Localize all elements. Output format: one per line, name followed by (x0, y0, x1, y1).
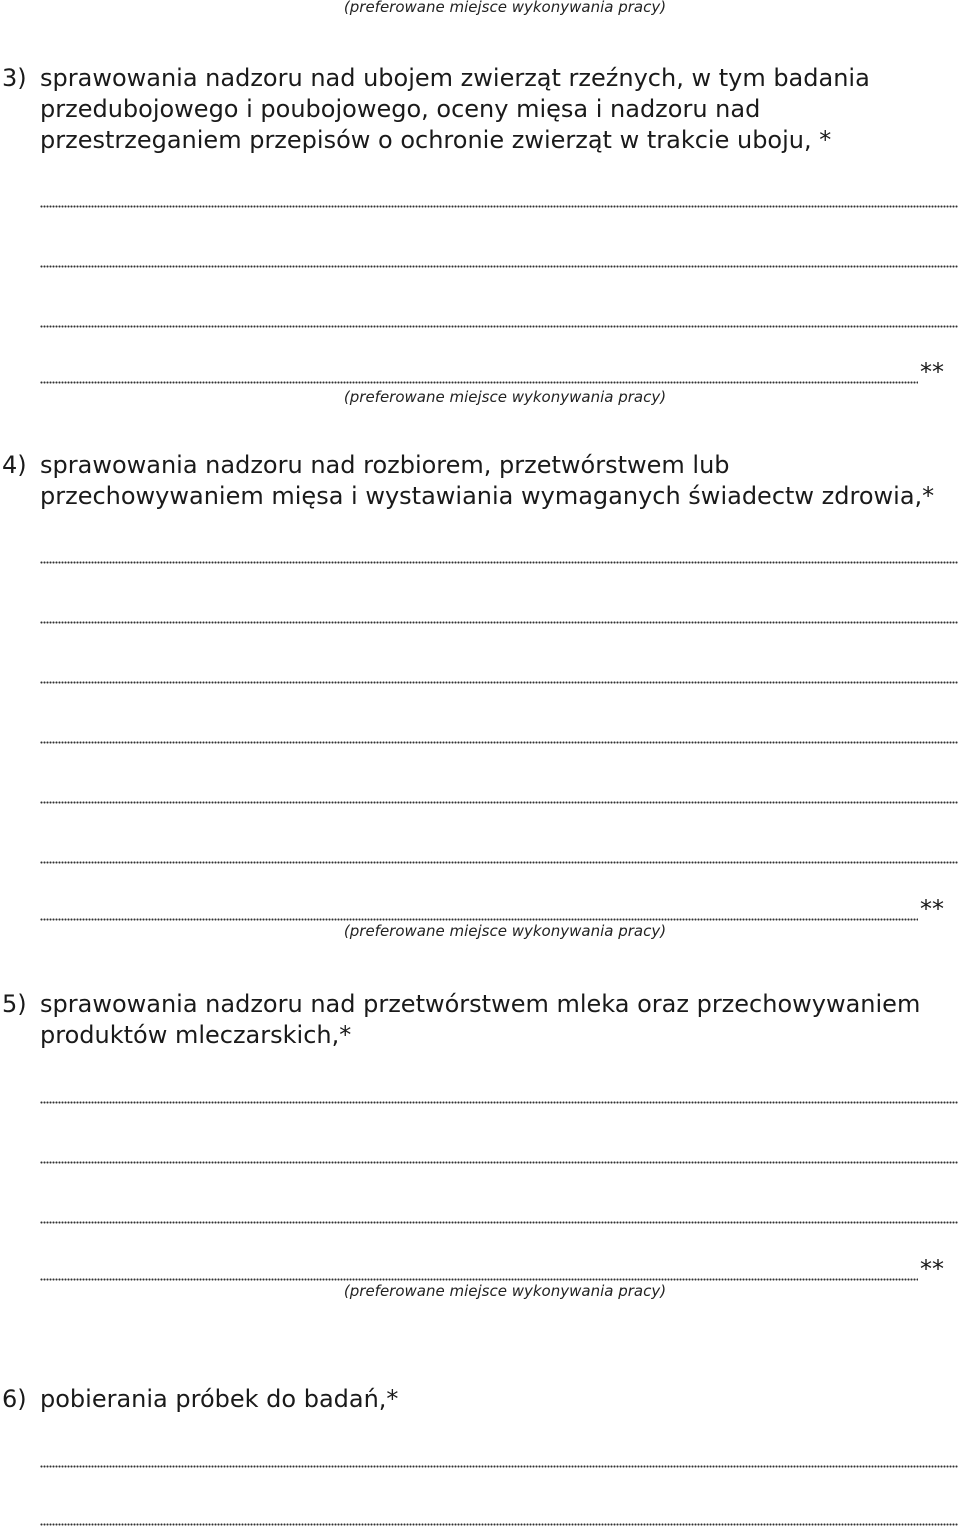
item-4 (2, 450, 934, 512)
dotted-line[interactable] (40, 256, 958, 268)
dotted-line[interactable] (40, 1212, 958, 1224)
item-3-line-3: przestrzeganiem przepisów o ochronie zwierząt w trakcie uboju, * (40, 126, 832, 154)
caption: (preferowane miejsce wykonywania pracy) (343, 1282, 667, 1300)
dotted-line[interactable] (40, 552, 958, 564)
dotted-line[interactable] (40, 372, 918, 384)
double-asterisk: ** (920, 1255, 944, 1283)
item-4-line-2: przechowywaniem mięsa i wystawiania wymaganych świadectw zdrowia,* (40, 482, 935, 510)
caption: (preferowane miejsce wykonywania pracy) (343, 388, 667, 406)
item-6-number: 6) (2, 1385, 27, 1413)
dotted-line[interactable] (40, 1092, 958, 1104)
item-5-line-1: sprawowania nadzoru nad przetwórstwem mleka oraz przechowywaniem (40, 990, 921, 1018)
item-4-line-1: sprawowania nadzoru nad rozbiorem, przetwórstwem lub (40, 451, 730, 479)
item-5-number: 5) (2, 990, 27, 1018)
item-5-line-2: produktów mleczarskich,* (40, 1021, 352, 1049)
item-4-number: 4) (2, 451, 27, 479)
dotted-line[interactable] (40, 196, 958, 208)
double-asterisk: ** (920, 895, 944, 923)
item-6 (2, 1384, 398, 1415)
caption: (preferowane miejsce wykonywania pracy) (343, 922, 667, 940)
dotted-line[interactable] (40, 792, 958, 804)
dotted-line[interactable] (40, 1514, 958, 1526)
dotted-line[interactable] (40, 1269, 918, 1281)
dotted-line[interactable] (40, 852, 958, 864)
item-6-line-1: pobierania próbek do badań,* (40, 1385, 399, 1413)
dotted-line[interactable] (40, 909, 918, 921)
double-asterisk: ** (920, 358, 944, 386)
dotted-line[interactable] (40, 1152, 958, 1164)
item-3-line-2: przedubojowego i poubojowego, oceny mięsa i nadzoru nad (40, 95, 761, 123)
item-3 (2, 63, 870, 156)
dotted-line[interactable] (40, 1456, 958, 1468)
dotted-line[interactable] (40, 316, 958, 328)
dotted-line[interactable] (40, 732, 958, 744)
dotted-line[interactable] (40, 672, 958, 684)
item-3-line-1: sprawowania nadzoru nad ubojem zwierząt rzeźnych, w tym badania (40, 64, 870, 92)
caption-top: (preferowane miejsce wykonywania pracy) (343, 0, 667, 16)
dotted-line[interactable] (40, 612, 958, 624)
item-3-number: 3) (2, 64, 27, 92)
item-5 (2, 989, 920, 1051)
